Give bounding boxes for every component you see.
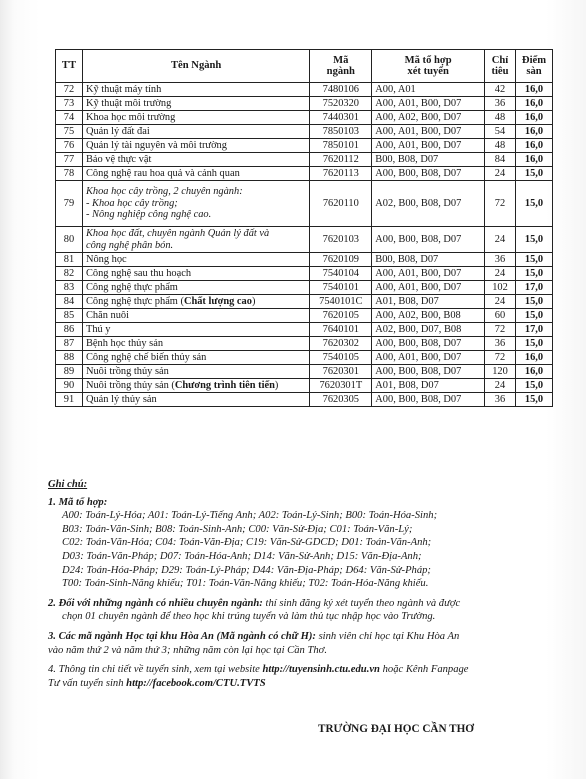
row-diem-san: 16,0 [515,125,552,139]
combination-list [48,509,556,591]
row-tt: 72 [56,83,83,97]
row-diem-san: 15,0 [515,167,552,181]
row-ma-nganh: 7620110 [310,181,372,227]
row-diem-san: 15,0 [515,309,552,323]
row-ma-nganh: 7850103 [310,125,372,139]
row-ten-nganh: Khoa học môi trường [82,111,309,125]
row-ma-to-hop: B00, B08, D07 [372,153,485,167]
row-chi-tieu: 72 [485,181,516,227]
row-ma-nganh: 7620113 [310,167,372,181]
row-diem-san: 15,0 [515,337,552,351]
row-diem-san: 15,0 [515,227,552,253]
row-ten-nganh: Chăn nuôi [82,309,309,323]
table-row [56,323,553,337]
table-row [56,351,553,365]
row-ten-nganh: Quản lý đất đai [82,125,309,139]
table-row [56,125,553,139]
row-ma-nganh: 7620112 [310,153,372,167]
combination-line: B03: Toán-Văn-Sinh; B08: Toán-Sinh-Anh; C00: Văn-Sử-Địa; C01: Toán-Văn-Lý; [62,523,413,535]
row-tt: 91 [56,393,83,407]
row-chi-tieu: 24 [485,267,516,281]
row-diem-san: 15,0 [515,379,552,393]
row-chi-tieu: 42 [485,83,516,97]
row-diem-san: 16,0 [515,83,552,97]
row-ma-nganh: 7480106 [310,83,372,97]
row-ma-to-hop: A00, B00, B08, D07 [372,365,485,379]
row-tt: 77 [56,153,83,167]
note-4-cont: Tư vấn tuyển sinh http://facebook.com/CTU.TVTS [48,677,266,689]
table-row [56,309,553,323]
combination-line: T00: Toán-Sinh-Năng khiếu; T01: Toán-Văn-Năng khiếu; T02: Toán-Hóa-Năng khiếu. [62,578,429,590]
row-tt: 88 [56,351,83,365]
row-diem-san: 16,0 [515,351,552,365]
row-chi-tieu: 84 [485,153,516,167]
row-tt: 84 [56,295,83,309]
row-tt: 82 [56,267,83,281]
row-ma-to-hop: A00, A01, B00, D07 [372,97,485,111]
row-ma-nganh: 7540101 [310,281,372,295]
row-ma-nganh: 7540104 [310,267,372,281]
row-chi-tieu: 48 [485,111,516,125]
row-ten-nganh: Nông học [82,253,309,267]
row-tt: 86 [56,323,83,337]
row-ma-nganh: 7620105 [310,309,372,323]
row-diem-san: 15,0 [515,253,552,267]
row-ten-nganh: Công nghệ thực phẩm (Chất lượng cao) [82,295,309,309]
row-chi-tieu: 72 [485,323,516,337]
row-ma-nganh: 7620301 [310,365,372,379]
row-ma-to-hop: A00, B00, B08, D07 [372,337,485,351]
row-tt: 85 [56,309,83,323]
row-ma-to-hop: A00, A01, B00, D07 [372,267,485,281]
row-diem-san: 16,0 [515,139,552,153]
table-row [56,111,553,125]
row-chi-tieu: 24 [485,295,516,309]
combination-line: C02: Toán-Văn-Hóa; C04: Toán-Văn-Địa; C19: Văn-Sử-GDCD; D01: Toán-Văn-Anh; [62,537,432,549]
note-3-cont: vào năm thứ 2 và năm thứ 3; những năm còn lại học tại Cần Thơ. [48,644,327,656]
row-diem-san: 15,0 [515,181,552,227]
row-diem-san: 16,0 [515,97,552,111]
row-ma-to-hop: A00, B00, B08, D07 [372,167,485,181]
table-row [56,379,553,393]
facebook-link[interactable]: http://facebook.com/CTU.TVTS [126,677,266,689]
row-ten-nganh: Nuôi trồng thủy sản [82,365,309,379]
table-row [56,97,553,111]
website-link[interactable]: http://tuyensinh.ctu.edu.vn [262,664,380,676]
row-tt: 73 [56,97,83,111]
row-ma-nganh: 7850101 [310,139,372,153]
table-row [56,365,553,379]
row-ma-to-hop: A00, A01, B00, D07 [372,281,485,295]
note-1-title: 1. Mã tổ hợp: [48,496,108,508]
row-ten-nganh: Nuôi trồng thủy sản (Chương trình tiên tiến) [82,379,309,393]
row-ma-nganh: 7640101 [310,323,372,337]
row-ma-nganh: 7440301 [310,111,372,125]
row-ten-nganh: Bảo vệ thực vật [82,153,309,167]
row-tt: 90 [56,379,83,393]
row-ma-to-hop: A00, A02, B00, B08 [372,309,485,323]
notes-heading: Ghi chú: [48,479,88,490]
row-chi-tieu: 36 [485,337,516,351]
table-row [56,153,553,167]
table-row [56,393,553,407]
row-ten-nganh: Khoa học cây trồng, 2 chuyên ngành: - Khoa học cây trồng; - Nông nghiệp công nghệ cao. [82,181,309,227]
header-diem-san: Điểm sàn [515,50,552,83]
row-ma-to-hop: A01, B08, D07 [372,295,485,309]
row-chi-tieu: 36 [485,393,516,407]
row-ma-to-hop: A02, B00, D07, B08 [372,323,485,337]
combination-line: A00: Toán-Lý-Hóa; A01: Toán-Lý-Tiếng Anh; A02: Toán-Lý-Sinh; B00: Toán-Hóa-Sinh; [62,510,438,522]
row-tt: 87 [56,337,83,351]
row-chi-tieu: 24 [485,167,516,181]
note-3: 3. Các mã ngành Học tại khu Hòa An (Mã ngành có chữ H): sinh viên chỉ học tại Khu Hòa An [48,630,460,642]
row-tt: 83 [56,281,83,295]
table-row [56,181,553,227]
table-row [56,267,553,281]
row-ma-nganh: 7540101C [310,295,372,309]
header-ma-to-hop: Mã tổ hợp xét tuyển [372,50,485,83]
combination-line: D03: Toán-Văn-Pháp; D07: Toán-Hóa-Anh; D14: Văn-Sử-Anh; D15: Văn-Địa-Anh; [62,550,422,562]
row-chi-tieu: 120 [485,365,516,379]
row-ten-nganh: Quản lý tài nguyên và môi trường [82,139,309,153]
row-tt: 78 [56,167,83,181]
note-2: 2. Đối với những ngành có nhiều chuyên ngành: thí sinh đăng ký xét tuyển theo ngành và được [48,597,461,609]
row-diem-san: 16,0 [515,111,552,125]
table-row [56,167,553,181]
table-header-row [56,50,553,83]
row-diem-san: 15,0 [515,267,552,281]
row-diem-san: 17,0 [515,323,552,337]
row-ten-nganh: Bệnh học thủy sản [82,337,309,351]
row-ma-to-hop: A00, A01, B00, D07 [372,125,485,139]
row-ma-nganh: 7620302 [310,337,372,351]
row-ma-to-hop: A00, B00, B08, D07 [372,393,485,407]
admission-table [55,49,553,407]
row-ma-nganh: 7540105 [310,351,372,365]
row-chi-tieu: 48 [485,139,516,153]
row-tt: 89 [56,365,83,379]
row-ma-to-hop: A01, B08, D07 [372,379,485,393]
row-tt: 76 [56,139,83,153]
row-tt: 80 [56,227,83,253]
row-ma-nganh: 7520320 [310,97,372,111]
row-diem-san: 15,0 [515,393,552,407]
row-ten-nganh: Công nghệ sau thu hoạch [82,267,309,281]
table-row [56,83,553,97]
row-ma-nganh: 7620109 [310,253,372,267]
row-ten-nganh: Công nghệ thực phẩm [82,281,309,295]
row-chi-tieu: 24 [485,227,516,253]
row-ten-nganh: Kỹ thuật máy tính [82,83,309,97]
row-tt: 75 [56,125,83,139]
note-4: 4. Thông tin chi tiết về tuyển sinh, xem tại website http://tuyensinh.ctu.edu.vn hoặc Kênh Fanpage [48,664,469,676]
combination-line: D24: Toán-Hóa-Pháp; D29: Toán-Lý-Pháp; D44: Văn-Địa-Pháp; D64: Văn-Sử-Pháp; [62,564,431,576]
row-ten-nganh: Kỹ thuật môi trường [82,97,309,111]
row-diem-san: 17,0 [515,281,552,295]
table-row [56,227,553,253]
row-chi-tieu: 54 [485,125,516,139]
row-chi-tieu: 24 [485,379,516,393]
row-diem-san: 16,0 [515,153,552,167]
row-ma-nganh: 7620103 [310,227,372,253]
table-row [56,139,553,153]
notes-section [48,478,556,690]
table-row [56,281,553,295]
header-ten-nganh: Tên Ngành [82,50,309,83]
row-ten-nganh: Công nghệ chế biến thủy sản [82,351,309,365]
row-ten-nganh: Thú y [82,323,309,337]
row-ma-to-hop: A00, A01, B00, D07 [372,139,485,153]
row-chi-tieu: 102 [485,281,516,295]
row-chi-tieu: 36 [485,253,516,267]
row-ten-nganh: Khoa học đất, chuyên ngành Quản lý đất và công nghệ phân bón. [82,227,309,253]
row-ma-to-hop: A00, A01, B00, D07 [372,351,485,365]
row-ma-to-hop: B00, B08, D07 [372,253,485,267]
row-ma-nganh: 7620305 [310,393,372,407]
university-signature: TRƯỜNG ĐẠI HỌC CẦN THƠ [318,723,475,735]
row-ma-to-hop: A00, A01 [372,83,485,97]
row-chi-tieu: 72 [485,351,516,365]
row-ma-to-hop: A02, B00, B08, D07 [372,181,485,227]
row-diem-san: 16,0 [515,365,552,379]
table-row [56,295,553,309]
row-chi-tieu: 60 [485,309,516,323]
header-ma-nganh: Mã ngành [310,50,372,83]
row-tt: 79 [56,181,83,227]
note-2-cont: chọn 01 chuyên ngành để theo học khi trúng tuyển và làm thủ tục nhập học vào Trường. [62,611,436,623]
row-tt: 81 [56,253,83,267]
row-ten-nganh: Quản lý thủy sản [82,393,309,407]
row-diem-san: 15,0 [515,295,552,309]
row-ten-nganh: Công nghệ rau hoa quả và cảnh quan [82,167,309,181]
row-tt: 74 [56,111,83,125]
header-chi-tieu: Chỉ tiêu [485,50,516,83]
row-chi-tieu: 36 [485,97,516,111]
table-row [56,337,553,351]
table-row [56,253,553,267]
row-ma-nganh: 7620301T [310,379,372,393]
header-tt: TT [56,50,83,83]
row-ma-to-hop: A00, B00, B08, D07 [372,227,485,253]
row-ma-to-hop: A00, A02, B00, D07 [372,111,485,125]
